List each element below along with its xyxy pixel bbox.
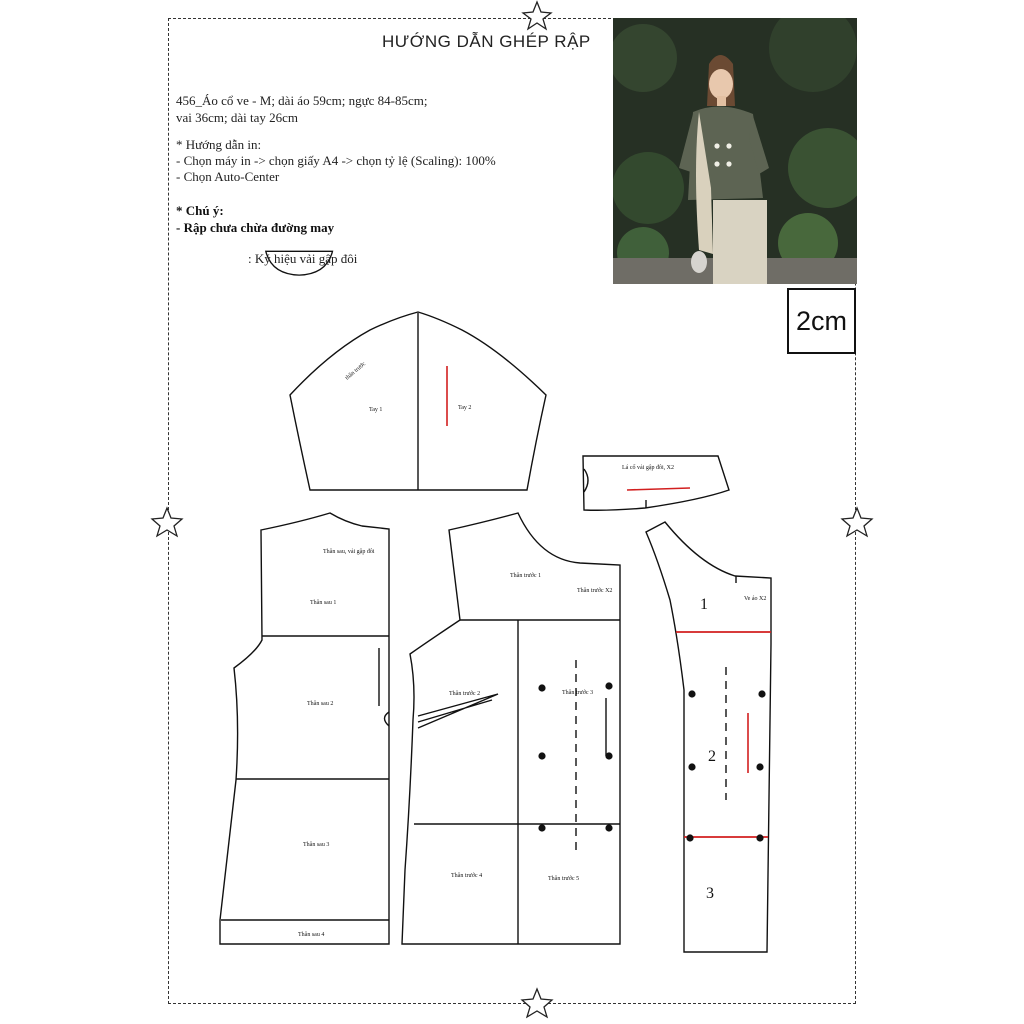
star-icon (523, 2, 551, 29)
collar-label: Lá cổ vải gập đôi, X2 (622, 465, 674, 471)
note-text: - Rập chưa chừa đường may (176, 220, 335, 235)
front-5-label: Thân trước 5 (548, 876, 580, 882)
front-4-label: Thân trước 4 (451, 873, 483, 879)
back-bodice-piece (220, 513, 389, 944)
back-1-label: Thân sau 1 (310, 600, 337, 606)
sleeve-1-label: Tay 1 (369, 407, 383, 413)
sleeve-notch-label: thân trước (344, 361, 368, 382)
back-fold-label: Thân sau, vải gập đôi (323, 549, 375, 555)
front-2-label: Thân trước 2 (449, 691, 481, 697)
page-title: HƯỚNG DẪN GHÉP RẬP (382, 32, 591, 51)
print-guide-step-2: - Chọn Auto-Center (176, 169, 280, 184)
scale-label: 2cm (795, 305, 847, 336)
lapel-number-1: 1 (700, 596, 708, 613)
back-2-label: Thân sau 2 (307, 701, 334, 707)
star-icon (842, 508, 872, 536)
front-x2-label: Thân trước X2 (577, 588, 613, 594)
front-3-label: Thân trước 3 (562, 690, 594, 696)
lapel-label: Ve áo X2 (744, 596, 767, 602)
star-icon (152, 508, 182, 536)
sleeve-piece (290, 312, 546, 490)
garment-info-line-1: 456_Áo cổ ve - M; dài áo 59cm; ngực 84-85cm; (176, 93, 428, 108)
garment-info-line-2: vai 36cm; dài tay 26cm (176, 110, 299, 125)
print-guide-heading: * Hướng dẫn in: (176, 137, 262, 152)
fold-legend-label: : Ký hiệu vải gập đôi (248, 251, 358, 266)
star-icon (522, 989, 552, 1017)
back-4-label: Thân sau 4 (298, 932, 325, 938)
note-heading: * Chú ý: (176, 203, 224, 218)
front-1-label: Thân trước 1 (510, 573, 542, 579)
print-guide-step-1: - Chọn máy in -> chọn giấy A4 -> chọn tỷ lệ (Scaling): 100% (176, 153, 496, 168)
sleeve-2-label: Tay 2 (458, 405, 472, 411)
lapel-number-2: 2 (708, 748, 716, 765)
back-3-label: Thân sau 3 (303, 842, 330, 848)
collar-grainline (627, 488, 690, 490)
lapel-number-3: 3 (706, 885, 714, 902)
